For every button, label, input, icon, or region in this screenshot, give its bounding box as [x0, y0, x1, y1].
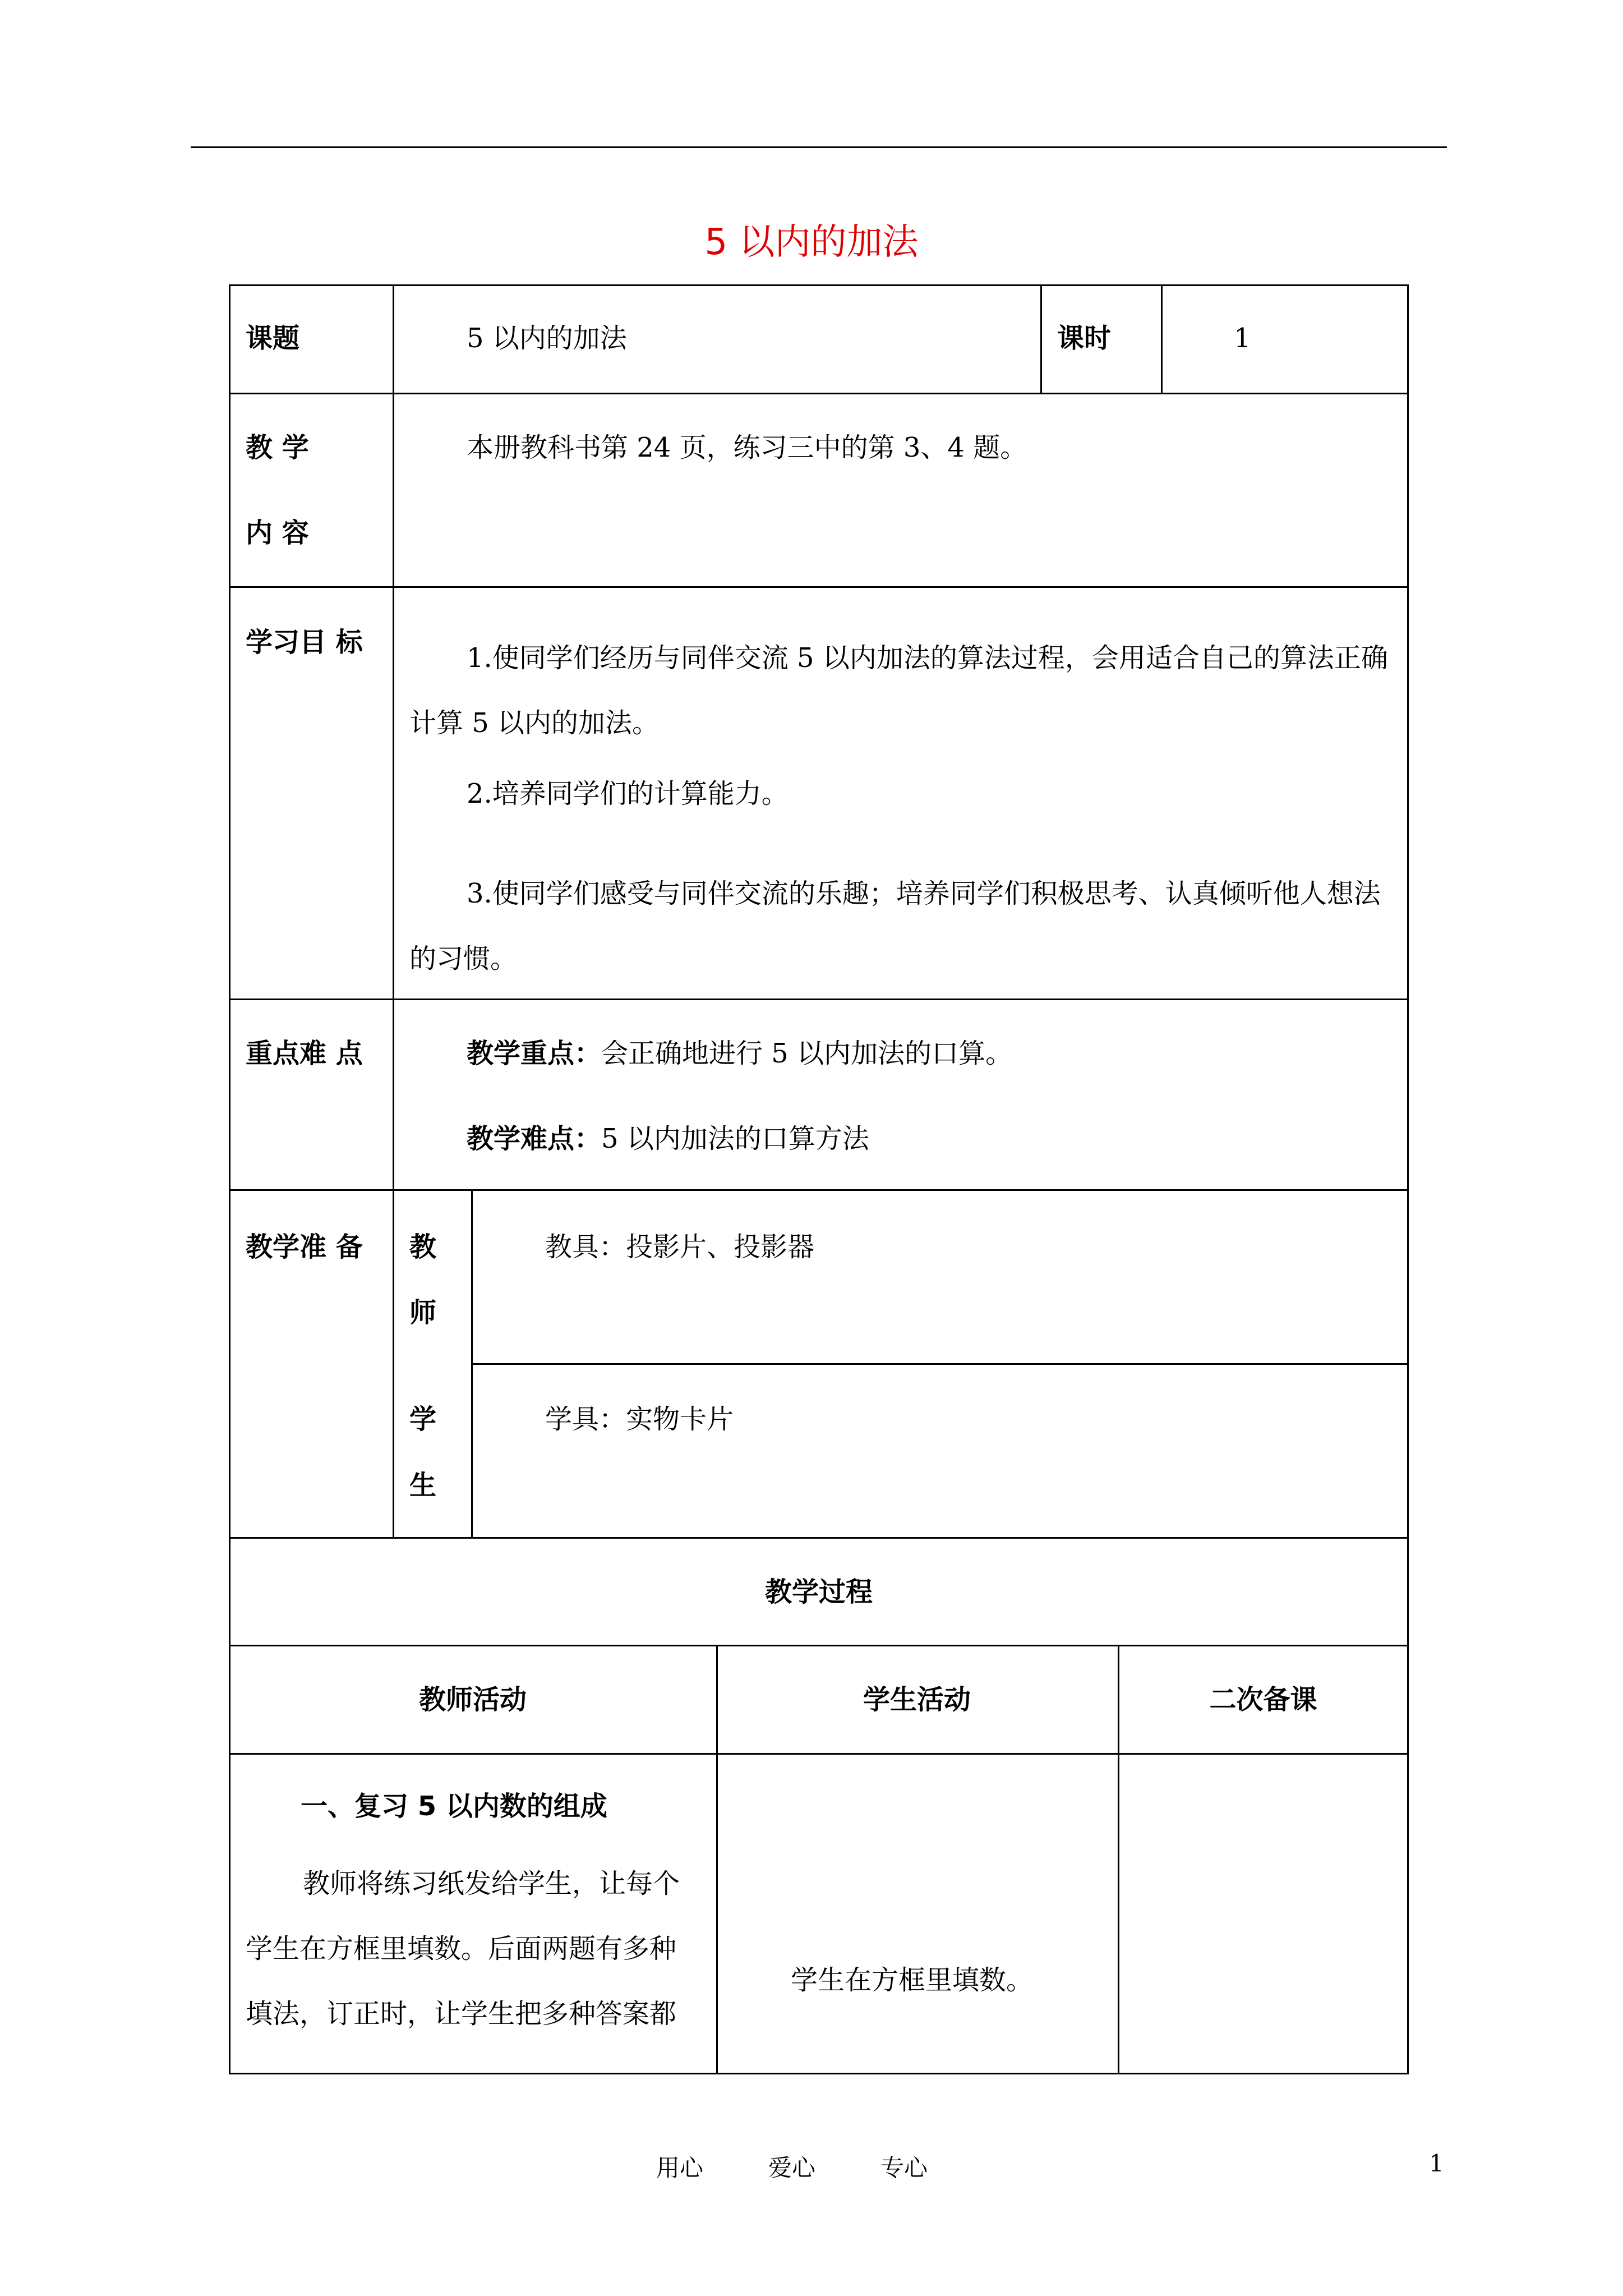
- goal-item: 1.使同学们经历与同伴交流 5 以内加法的算法过程，会用适合自己的算法正确计算 5 以内的加法。: [409, 642, 1388, 739]
- header-rule: [191, 146, 1447, 148]
- difficulty-line: [467, 1122, 869, 1156]
- teacher-label-line1: 教: [409, 1231, 437, 1263]
- table-line: [393, 284, 394, 1539]
- table-line: [229, 2073, 1409, 2074]
- goal-item: 3.使同学们感受与同伴交流的乐趣；培养同学们积极思考、认真倾听他人想法的习惯。: [409, 878, 1381, 974]
- table-line: [229, 284, 1409, 286]
- table-line: [229, 284, 230, 2074]
- table-line: [229, 999, 1409, 1000]
- hours-value: 1: [1234, 323, 1251, 354]
- subject-value: 5 以内的加法: [467, 323, 627, 354]
- subject-label: 课题: [246, 323, 300, 354]
- keypoint-value: 会正确地进行 5 以内加法的口算。: [601, 1038, 1013, 1069]
- document-title: 5 以内的加法: [704, 222, 919, 263]
- footer-word: 专心: [880, 2154, 928, 2182]
- keypoints-label: 重点难 点: [246, 1038, 363, 1069]
- prep-label: 教学准 备: [246, 1231, 363, 1263]
- keypoint-line: [467, 1037, 1012, 1070]
- student-activity-text: 学生在方框里填数。: [791, 1964, 1034, 1996]
- difficulty-value: 5 以内加法的口算方法: [601, 1123, 869, 1154]
- student-label-line2: 生: [409, 1470, 437, 1501]
- footer-word: 爱心: [768, 2154, 816, 2182]
- page-number: 1: [1429, 2150, 1444, 2177]
- difficulty-label: 教学难点：: [467, 1123, 602, 1154]
- teacher-activity-text: 教师将练习纸发给学生，让每个学生在方框里填数。后面两题有多种填法，订正时，让学生把多种答案都: [246, 1868, 680, 2030]
- section-title: 一、复习 5 以内数的组成: [301, 1791, 607, 1822]
- student-value: 学具：实物卡片: [545, 1404, 734, 1435]
- teacher-value: 教具：投影片、投影器: [545, 1231, 815, 1263]
- content-label-line2: 内 容: [246, 517, 309, 549]
- table-line: [229, 586, 1409, 588]
- table-line: [229, 1753, 1409, 1755]
- keypoint-label: 教学重点：: [467, 1038, 602, 1069]
- table-line: [471, 1363, 1409, 1365]
- footer-word: 用心: [656, 2154, 704, 2182]
- col-teacher-header: 教师活动: [418, 1684, 527, 1715]
- content-value: 本册教科书第 24 页，练习三中的第 3、4 题。: [467, 432, 1027, 463]
- table-line: [1040, 284, 1042, 394]
- teacher-label-line2: 师: [409, 1297, 437, 1328]
- table-line: [471, 1189, 473, 1539]
- goal-item: 2.培养同学们的计算能力。: [467, 778, 789, 809]
- table-line: [229, 1537, 1409, 1539]
- col-notes-header: 二次备课: [1209, 1684, 1317, 1715]
- hours-label: 课时: [1057, 323, 1112, 354]
- table-line: [1161, 284, 1163, 394]
- table-line: [229, 1189, 1409, 1191]
- process-heading: 教学过程: [764, 1576, 873, 1608]
- goals-label: 学习目 标: [246, 627, 363, 658]
- student-label-line1: 学: [409, 1404, 437, 1435]
- table-line: [1407, 284, 1409, 2074]
- table-line: [229, 1645, 1409, 1646]
- table-line: [229, 393, 1409, 394]
- content-label-line1: 教 学: [246, 432, 309, 463]
- col-student-header: 学生活动: [863, 1684, 971, 1715]
